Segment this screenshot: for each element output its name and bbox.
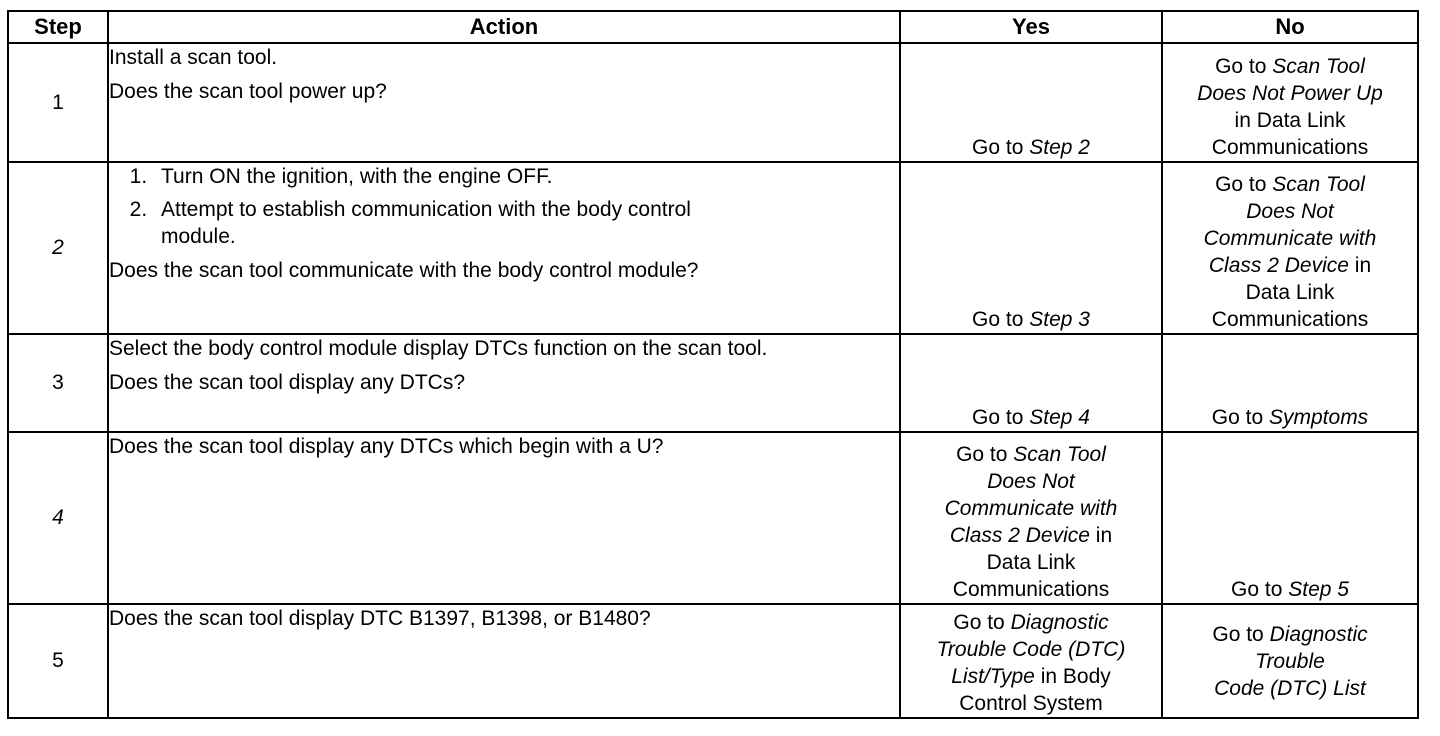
no-cell bbox=[1162, 432, 1418, 604]
yes-link[interactable]: Go to Step 4 bbox=[972, 406, 1090, 429]
action-question: Does the scan tool power up? bbox=[109, 80, 387, 103]
yes-cell bbox=[900, 162, 1162, 334]
no-link[interactable]: Go to Scan Tool Does Not Power Up in Data Link Communications bbox=[1197, 55, 1383, 159]
no-link[interactable]: Go to Scan Tool Does Not Communicate with Class 2 Device in Data Link Communications bbox=[1203, 173, 1377, 331]
action-cell bbox=[108, 43, 900, 162]
header-action: Action bbox=[108, 11, 900, 43]
table-row-step-2 bbox=[8, 162, 1418, 334]
yes-link[interactable]: Go to Scan Tool Does Not Communicate with Class 2 Device in Data Link Communications bbox=[944, 443, 1118, 601]
yes-link[interactable]: Go to Step 3 bbox=[972, 308, 1090, 331]
procedure-list bbox=[109, 163, 899, 250]
header-step: Step bbox=[8, 11, 108, 43]
table-row-step-1 bbox=[8, 43, 1418, 162]
step-number: 4 bbox=[8, 432, 108, 604]
yes-link[interactable]: Go to Diagnostic Trouble Code (DTC) List/Type in Body Control System bbox=[936, 611, 1126, 715]
header-no: No bbox=[1162, 11, 1418, 43]
action-cell bbox=[108, 334, 900, 432]
header-yes: Yes bbox=[900, 11, 1162, 43]
yes-cell bbox=[900, 43, 1162, 162]
action-question: Does the scan tool display DTC B1397, B1398, or B1480? bbox=[109, 607, 651, 630]
table-row-step-3 bbox=[8, 334, 1418, 432]
no-cell bbox=[1162, 43, 1418, 162]
action-text: Select the body control module display DTCs function on the scan tool. bbox=[109, 337, 768, 360]
step-number: 2 bbox=[8, 162, 108, 334]
table-row-step-5 bbox=[8, 604, 1418, 718]
step-number: 5 bbox=[8, 604, 108, 718]
action-question: Does the scan tool display any DTCs? bbox=[109, 371, 466, 394]
action-cell bbox=[108, 432, 900, 604]
table-row-step-4 bbox=[8, 432, 1418, 604]
action-question: Does the scan tool communicate with the body control module? bbox=[109, 259, 699, 282]
procedure-item: 1. Turn ON the ignition, with the engine OFF. bbox=[153, 163, 899, 190]
no-cell bbox=[1162, 162, 1418, 334]
yes-cell bbox=[900, 334, 1162, 432]
no-link[interactable]: Go to Symptoms bbox=[1211, 406, 1369, 429]
action-cell bbox=[108, 162, 900, 334]
yes-link[interactable]: Go to Step 2 bbox=[972, 136, 1090, 159]
diagnostic-table bbox=[7, 10, 1419, 719]
header-row bbox=[8, 11, 1418, 43]
no-link[interactable]: Go to Step 5 bbox=[1231, 578, 1349, 601]
action-question: Does the scan tool display any DTCs which begin with a U? bbox=[109, 435, 664, 458]
yes-cell bbox=[900, 432, 1162, 604]
no-cell bbox=[1162, 604, 1418, 718]
no-cell bbox=[1162, 334, 1418, 432]
action-text: Install a scan tool. bbox=[109, 46, 278, 69]
step-number: 3 bbox=[8, 334, 108, 432]
action-cell bbox=[108, 604, 900, 718]
yes-cell bbox=[900, 604, 1162, 718]
step-number: 1 bbox=[8, 43, 108, 162]
no-link[interactable]: Go to Diagnostic Trouble Code (DTC) List bbox=[1212, 622, 1368, 700]
procedure-item: 2. Attempt to establish communication with the body control module. bbox=[153, 196, 761, 250]
